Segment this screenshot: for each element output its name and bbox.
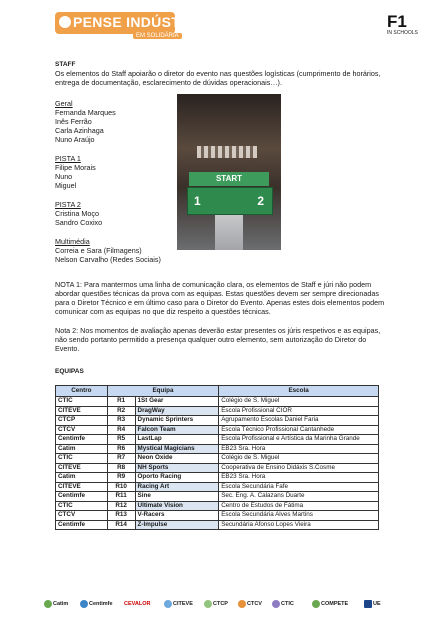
eu-flag-icon (364, 600, 372, 608)
staff-member: Cristina Moço (55, 209, 99, 218)
sponsor-label: UE (373, 601, 381, 607)
cell-team: Dynamic Sprinters (135, 416, 219, 426)
table-row (56, 406, 379, 416)
ctcp-logo-icon (204, 600, 212, 608)
sponsor-label: Catim (53, 601, 69, 607)
cell-code: R4 (107, 425, 135, 435)
cell-team: NH Sports (135, 463, 219, 473)
cell-team: Neon Oxide (135, 454, 219, 464)
cell-team: Mystical Magicians (135, 444, 219, 454)
table-row (56, 463, 379, 473)
group-title-multimedia: Multimédia (55, 237, 90, 246)
cell-school: Escola Profissional e Artística da Marinha Grande (219, 435, 379, 445)
cell-code: R2 (107, 406, 135, 416)
sponsor-logo-ctcv (238, 598, 262, 610)
cell-centro: CTIC (56, 501, 108, 511)
race-start-photo (177, 94, 281, 250)
sponsor-label: COMPETE (321, 601, 349, 607)
centimfe-logo-icon (80, 600, 88, 608)
cell-team: Sine (135, 492, 219, 502)
staff-member: Sandro Coxixo (55, 218, 103, 227)
compete-logo-icon (312, 600, 320, 608)
staff-member: Nuno (55, 172, 73, 181)
cell-centro: Catim (56, 473, 108, 483)
sponsor-logo-cevalor (124, 598, 150, 610)
table-row (56, 501, 379, 511)
table-row (56, 492, 379, 502)
group-title-pista-1: PISTA 1 (55, 154, 81, 163)
sponsor-logo-catim (44, 598, 68, 610)
cell-team: LastLap (135, 435, 219, 445)
table-row (56, 473, 379, 483)
cell-code: R3 (107, 416, 135, 426)
cell-code: R5 (107, 435, 135, 445)
cell-school: Secundária Afonso Lopes Vieira (219, 520, 379, 530)
f1-sub: IN SCHOOLS (387, 30, 418, 36)
column-header-equipa: Equipa (107, 386, 219, 397)
sponsor-label: CEVALOR (124, 601, 151, 607)
cell-team: V-Racers (135, 511, 219, 521)
cell-school: Escola Profissional CIOR (219, 406, 379, 416)
table-row (56, 444, 379, 454)
staff-member: Fernanda Marques (55, 108, 116, 117)
cell-school: Escola Secundária Alves Martins (219, 511, 379, 521)
staff-member: Inês Ferrão (55, 117, 92, 126)
column-header-centro: Centro (56, 386, 108, 397)
cell-school: Centro de Estudos de Fátima (219, 501, 379, 511)
staff-member: Nuno Araújo (55, 135, 95, 144)
nota-1: NOTA 1: Para mantermos uma linha de comunicação clara, os elementos de Staff e júri não podem abordar questões técnicas da prova com as equipas. Estas questões devem ser sempre direcionadas para o Diretor Técnico e em último caso para o Diretor do Evento. Apenas estes dois elementos podem comunicar com as equipas no que diz respeito a questões técnicas. (55, 280, 385, 316)
equipas-heading: EQUIPAS (55, 368, 84, 375)
table-row (56, 425, 379, 435)
cell-team: DragWay (135, 406, 219, 416)
cell-school: Colégio de S. Miguel (219, 454, 379, 464)
logo-tag: EM SOLIDÁRIA (133, 33, 182, 39)
photo-lights (197, 146, 257, 158)
group-title-geral: Geral (55, 99, 73, 108)
cell-centro: CTCP (56, 416, 108, 426)
equipas-table (55, 385, 379, 530)
sponsor-logo-ue (364, 598, 381, 610)
cell-code: R1 (107, 397, 135, 407)
staff-member: Carla Azinhaga (55, 126, 104, 135)
sponsor-label: CTCP (213, 601, 228, 607)
start-board-label: START (189, 172, 269, 186)
sponsor-logo-compete (312, 598, 348, 610)
ctcv-logo-icon (238, 600, 246, 608)
cell-code: R7 (107, 454, 135, 464)
catim-logo-icon (44, 600, 52, 608)
cell-school: EB23 Sra. Hora (219, 473, 379, 483)
column-header-escola: Escola (219, 386, 379, 397)
citeve-logo-icon (164, 600, 172, 608)
cell-team: Oporto Racing (135, 473, 219, 483)
sponsor-label: CTIC (281, 601, 294, 607)
staff-intro-line1: Os elementos do Staff apoiarão o diretor do evento nas questões logísticas (cumprimento de horários, (55, 69, 381, 78)
cell-centro: Centimfe (56, 492, 108, 502)
table-row (56, 520, 379, 530)
cell-code: R14 (107, 520, 135, 530)
cell-team: Ultimate Vision (135, 501, 219, 511)
cell-team: Racing Art (135, 482, 219, 492)
cell-centro: Centimfe (56, 435, 108, 445)
cell-code: R12 (107, 501, 135, 511)
cell-code: R10 (107, 482, 135, 492)
cell-centro: Catim (56, 444, 108, 454)
sponsor-logo-centimfe (80, 598, 113, 610)
logo-text: PENSE INDÚSTRIA (73, 14, 206, 30)
logo-circle-icon (59, 16, 71, 28)
cell-school: Sec. Eng. A. Calazans Duarte (219, 492, 379, 502)
sponsor-label: CTCV (247, 601, 262, 607)
group-title-pista-2: PISTA 2 (55, 200, 81, 209)
start-board-number-right: 2 (257, 194, 264, 208)
cell-centro: CITEVE (56, 463, 108, 473)
sponsor-logo-citeve (164, 598, 193, 610)
cell-centro: CITEVE (56, 482, 108, 492)
staff-member: Miguel (55, 181, 77, 190)
cell-team: 1St Gear (135, 397, 219, 407)
cell-centro: CTCV (56, 425, 108, 435)
sponsor-label: Centimfe (89, 601, 113, 607)
sponsor-footer (44, 596, 400, 614)
table-row (56, 511, 379, 521)
cell-code: R9 (107, 473, 135, 483)
staff-member: Filipe Morais (55, 163, 96, 172)
staff-member: Correia e Sara (Filmagens) (55, 246, 142, 255)
start-board-number-left: 1 (194, 194, 201, 208)
table-row (56, 397, 379, 407)
cell-school: Escola Secundária Fafe (219, 482, 379, 492)
start-board (187, 187, 273, 215)
cell-centro: CITEVE (56, 406, 108, 416)
cell-school: Escola Técnico Profissional Cantanhede (219, 425, 379, 435)
cell-school: EB23 Sra. Hora (219, 444, 379, 454)
table-row (56, 482, 379, 492)
cell-code: R13 (107, 511, 135, 521)
staff-heading: STAFF (55, 61, 76, 68)
table-row (56, 435, 379, 445)
cell-centro: CTIC (56, 454, 108, 464)
cell-team: Falcon Team (135, 425, 219, 435)
staff-member: Nelson Carvalho (Redes Sociais) (55, 255, 161, 264)
ctic-logo-icon (272, 600, 280, 608)
nota-2: Nota 2: Nos momentos de avaliação apenas deverão estar presentes os júris respetivos e as equipas, não sendo portanto permitido a presença qualquer outro elemento, sem autorização do Diretor do Evento. (55, 326, 381, 353)
table-header-row (56, 386, 379, 397)
table-row (56, 416, 379, 426)
f1-mark: F1 (387, 12, 407, 31)
cell-code: R6 (107, 444, 135, 454)
staff-intro-line2: entrega de documentação, esclarecimento de dúvidas operacionais…). (55, 78, 282, 87)
cell-centro: Centimfe (56, 520, 108, 530)
cell-code: R11 (107, 492, 135, 502)
cell-school: Cooperativa de Ensino Didáxis S.Cosme (219, 463, 379, 473)
cell-centro: CTIC (56, 397, 108, 407)
table-row (56, 454, 379, 464)
cell-centro: CTCV (56, 511, 108, 521)
cell-team: Z-Impulse (135, 520, 219, 530)
sponsor-logo-ctcp (204, 598, 228, 610)
cell-school: Colégio de S. Miguel (219, 397, 379, 407)
cell-school: Agrupamento Escolas Daniel Faria (219, 416, 379, 426)
f1-in-schools-logo (387, 12, 417, 36)
sponsor-logo-ctic (272, 598, 294, 610)
sponsor-label: CITEVE (173, 601, 193, 607)
pense-industria-logo (55, 12, 206, 40)
cell-code: R8 (107, 463, 135, 473)
